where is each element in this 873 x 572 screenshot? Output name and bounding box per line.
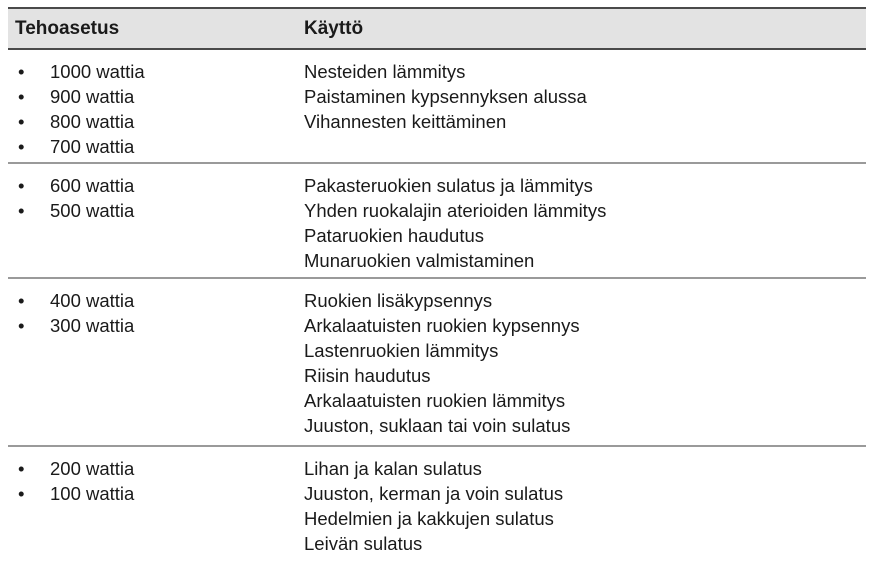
bullet-icon: •: [18, 175, 25, 196]
usage-item: Pataruokien haudutus: [304, 225, 484, 246]
bullet-icon: •: [18, 61, 25, 82]
power-value: 900 wattia: [50, 86, 135, 107]
power-value: 800 wattia: [50, 111, 135, 132]
usage-item: Pakasteruokien sulatus ja lämmitys: [304, 175, 593, 196]
table-row: [8, 164, 866, 279]
bullet-icon: •: [18, 136, 25, 157]
power-item: [18, 456, 304, 481]
bullet-icon: •: [18, 200, 25, 221]
table-row: [8, 447, 866, 572]
bullet-icon: •: [18, 483, 25, 504]
usage-item: Nesteiden lämmitys: [304, 61, 466, 82]
power-list: [8, 173, 304, 277]
power-list: [8, 456, 304, 572]
power-value: 300 wattia: [50, 315, 135, 336]
power-item: [18, 481, 304, 506]
power-item: [18, 173, 304, 198]
table-row: [8, 279, 866, 447]
usage-list: [304, 456, 866, 572]
usage-item: Juuston, suklaan tai voin sulatus: [304, 415, 571, 436]
bullet-icon: •: [18, 111, 25, 132]
usage-item: Arkalaatuisten ruokien lämmitys: [304, 390, 566, 411]
power-value: 1000 wattia: [50, 61, 145, 82]
table-body: [8, 50, 866, 572]
power-list: [8, 288, 304, 445]
usage-item: Vihannesten keittäminen: [304, 111, 507, 132]
power-value: 200 wattia: [50, 458, 135, 479]
usage-item: Arkalaatuisten ruokien kypsennys: [304, 315, 580, 336]
power-value: 400 wattia: [50, 290, 135, 311]
table-row: [8, 50, 866, 164]
usage-item: Juuston, kerman ja voin sulatus: [304, 483, 564, 504]
power-value: 100 wattia: [50, 483, 135, 504]
usage-item: Paistaminen kypsennyksen alussa: [304, 86, 587, 107]
table-header: [8, 9, 866, 50]
usage-item: Riisin haudutus: [304, 365, 431, 386]
power-item: [18, 109, 304, 134]
power-item: [18, 59, 304, 84]
bullet-icon: •: [18, 315, 25, 336]
power-value: 500 wattia: [50, 200, 135, 221]
bullet-icon: •: [18, 290, 25, 311]
bullet-icon: •: [18, 86, 25, 107]
usage-list: [304, 173, 866, 277]
power-item: [18, 288, 304, 313]
header-usage: Käyttö: [304, 17, 364, 39]
usage-item: Lastenruokien lämmitys: [304, 340, 499, 361]
usage-list: [304, 288, 866, 445]
power-item: [18, 134, 304, 159]
header-power-setting: Tehoasetus: [15, 17, 120, 39]
usage-list: [304, 59, 866, 162]
usage-item: Lihan ja kalan sulatus: [304, 458, 482, 479]
power-item: [18, 198, 304, 223]
power-settings-table: [8, 7, 866, 572]
bullet-icon: •: [18, 458, 25, 479]
usage-item: Yhden ruokalajin aterioiden lämmitys: [304, 200, 607, 221]
power-item: [18, 313, 304, 338]
usage-item: Ruokien lisäkypsennys: [304, 290, 493, 311]
power-value: 600 wattia: [50, 175, 135, 196]
power-item: [18, 84, 304, 109]
power-value: 700 wattia: [50, 136, 135, 157]
usage-item: Leivän sulatus: [304, 533, 423, 554]
usage-item: Hedelmien ja kakkujen sulatus: [304, 508, 554, 529]
usage-item: Munaruokien valmistaminen: [304, 250, 535, 271]
power-list: [8, 59, 304, 162]
